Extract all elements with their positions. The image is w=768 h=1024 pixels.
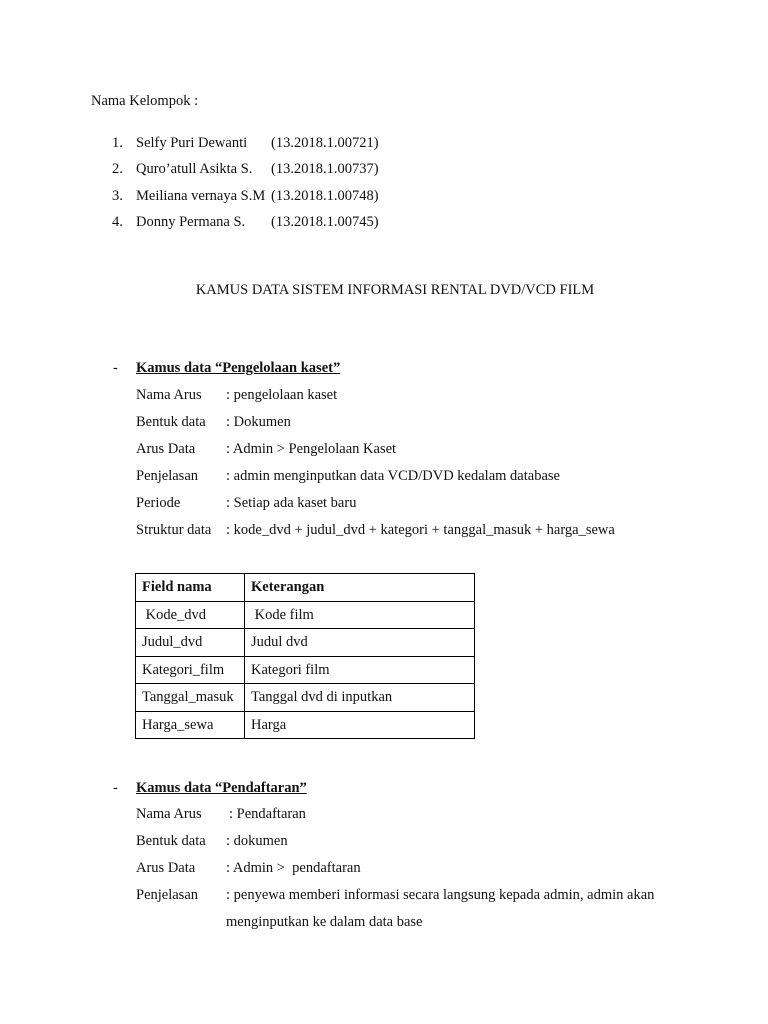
table-cell: Tanggal dvd di inputkan xyxy=(245,684,475,712)
table-header-row xyxy=(136,574,475,602)
field-label: Arus Data xyxy=(136,860,196,876)
data-dictionary-table xyxy=(135,573,475,739)
table-header-cell: Keterangan xyxy=(245,574,475,602)
table-cell: Judul_dvd xyxy=(136,629,245,657)
member-number: 3. xyxy=(112,188,123,204)
table-cell: Kategori film xyxy=(245,656,475,684)
field-value: : Admin > pendaftaran xyxy=(226,860,361,876)
table-row xyxy=(136,629,475,657)
section-title-pendaftaran: Kamus data “Pendaftaran” xyxy=(136,780,307,796)
member-number: 1. xyxy=(112,135,123,151)
field-label: Periode xyxy=(136,495,181,511)
table-cell: Harga xyxy=(245,711,475,739)
field-value: : Admin > Pengelolaan Kaset xyxy=(226,441,397,457)
field-value: : Dokumen xyxy=(226,414,291,430)
field-value: : Pendaftaran xyxy=(229,806,306,822)
field-value: : penyewa memberi informasi secara langsung kepada admin, admin akan xyxy=(226,887,655,903)
member-number: 4. xyxy=(112,214,123,230)
section-bullet: - xyxy=(113,360,118,376)
table-row xyxy=(136,711,475,739)
field-value: : kode_dvd + judul_dvd + kategori + tanggal_masuk + harga_sewa xyxy=(226,522,615,538)
field-label: Struktur data xyxy=(136,522,212,538)
member-id: (13.2018.1.00737) xyxy=(271,161,379,177)
table-row xyxy=(136,684,475,712)
table-cell: Judul dvd xyxy=(245,629,475,657)
field-label: Bentuk data xyxy=(136,414,206,430)
table-row xyxy=(136,601,475,629)
field-value: : pengelolaan kaset xyxy=(226,387,338,403)
field-label: Nama Arus xyxy=(136,806,202,822)
member-id: (13.2018.1.00748) xyxy=(271,188,379,204)
group-heading: Nama Kelompok : xyxy=(91,93,199,109)
field-value: : admin menginputkan data VCD/DVD kedalam database xyxy=(226,468,560,484)
member-number: 2. xyxy=(112,161,123,177)
table-cell: Kategori_film xyxy=(136,656,245,684)
member-id: (13.2018.1.00721) xyxy=(271,135,379,151)
field-value: : Setiap ada kaset baru xyxy=(226,495,357,511)
table-row xyxy=(136,656,475,684)
field-label: Bentuk data xyxy=(136,833,206,849)
table-cell: Tanggal_masuk xyxy=(136,684,245,712)
member-id: (13.2018.1.00745) xyxy=(271,214,379,230)
table-header-cell: Field nama xyxy=(136,574,245,602)
field-value: : dokumen xyxy=(226,833,288,849)
field-label: Arus Data xyxy=(136,441,196,457)
section-bullet: - xyxy=(113,780,118,796)
field-value-continuation: menginputkan ke dalam data base xyxy=(226,914,423,930)
table-cell: Harga_sewa xyxy=(136,711,245,739)
field-label: Nama Arus xyxy=(136,387,202,403)
member-name: Selfy Puri Dewanti xyxy=(136,135,248,151)
member-name: Quro’atull Asikta S. xyxy=(136,161,253,177)
member-name: Donny Permana S. xyxy=(136,214,246,230)
table-cell: Kode film xyxy=(245,601,475,629)
section-title-pengelolaan: Kamus data “Pengelolaan kaset” xyxy=(136,360,341,376)
document-title: KAMUS DATA SISTEM INFORMASI RENTAL DVD/VCD FILM xyxy=(195,282,595,298)
table-cell: Kode_dvd xyxy=(136,601,245,629)
field-label: Penjelasan xyxy=(136,468,199,484)
field-label: Penjelasan xyxy=(136,887,199,903)
member-name: Meiliana vernaya S.M xyxy=(136,188,266,204)
